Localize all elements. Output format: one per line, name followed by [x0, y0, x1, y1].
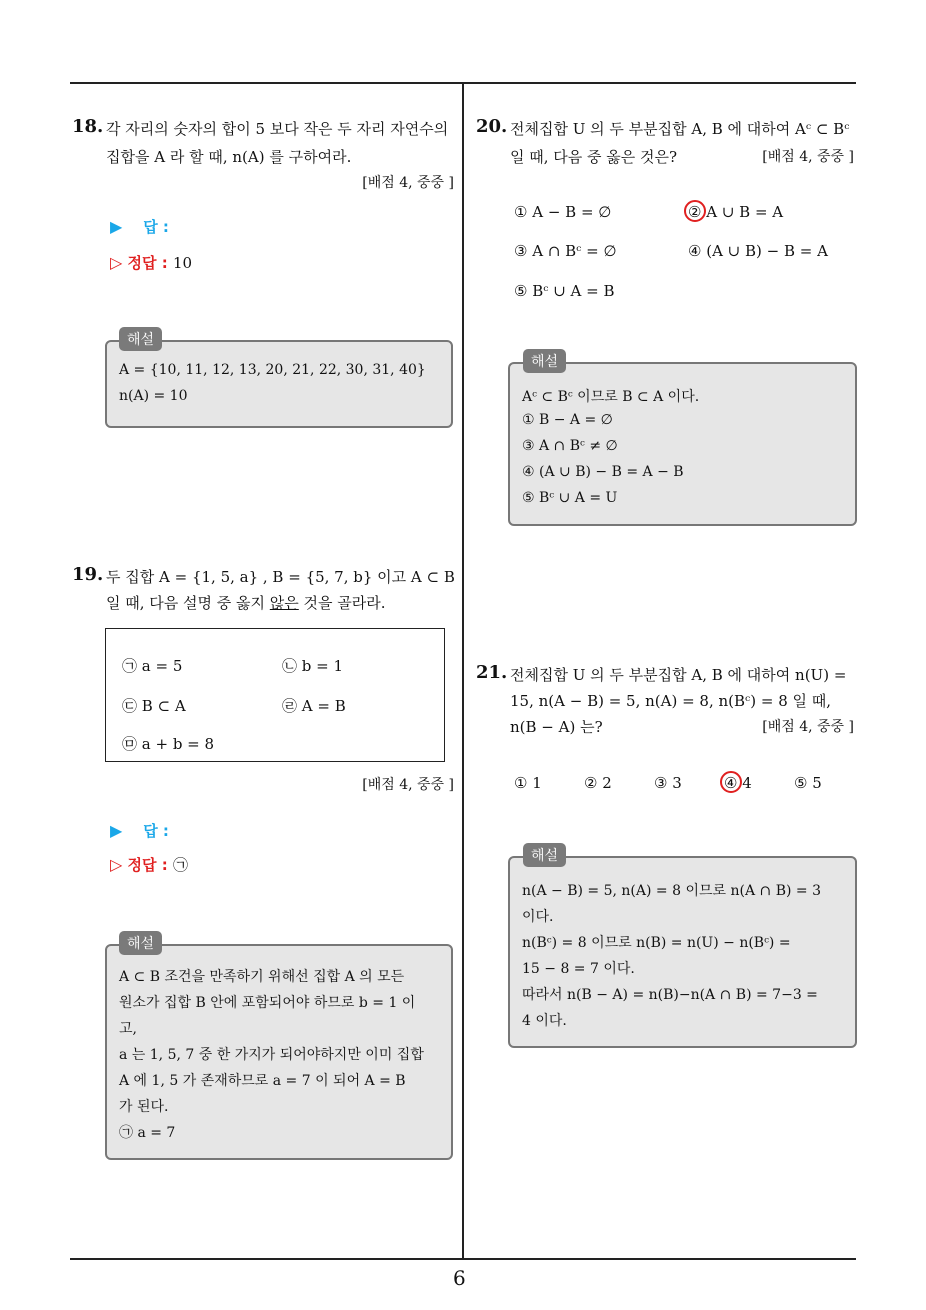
page-number: 6 [453, 1266, 466, 1290]
explanation-line: 원소가 집합 B 안에 포함되어야 하므로 b = 1 이 [119, 995, 416, 1011]
explanation-line: A ⊂ B 조건을 만족하기 위해선 집합 A 의 모든 [119, 969, 405, 985]
question-text-line: 각 자리의 숫자의 합이 5 보다 작은 두 자리 자연수의 [106, 120, 449, 138]
bottom-rule [70, 1258, 856, 1260]
choice-item: ㉠ a = 5 [122, 657, 183, 675]
explanation-box [105, 340, 453, 428]
explanation-box [508, 856, 857, 1048]
explanation-line: ㉠ a = 7 [119, 1125, 176, 1141]
answer-label: 답 : [143, 822, 169, 840]
correct-value: 10 [172, 254, 193, 272]
option-item: ④ 4 [724, 774, 752, 792]
explanation-line: ① B − A = ∅ [522, 412, 613, 428]
explanation-line: ④ (A ∪ B) − B = A − B [522, 464, 684, 480]
underlined-word: 않은 [269, 594, 299, 612]
correct-answer-row [110, 252, 192, 273]
explanation-tab: 해설 [119, 931, 162, 955]
explanation-line: 이다. [522, 909, 554, 925]
explanation-box [508, 362, 857, 526]
question-number: 18. [72, 116, 104, 137]
explanation-line: 따라서 n(B − A) = n(B)−n(A ∩ B) = 7−3 = [522, 987, 818, 1003]
explanation-line: A = {10, 11, 12, 13, 20, 21, 22, 30, 31, 40} [119, 362, 426, 378]
column-divider [462, 84, 464, 1258]
question-number: 21. [476, 662, 508, 683]
play-icon: ▶ [110, 821, 123, 840]
explanation-tab: 해설 [523, 349, 566, 373]
explanation-line: Aᶜ ⊂ Bᶜ 이므로 B ⊂ A 이다. [522, 389, 700, 405]
explanation-tab: 해설 [523, 843, 566, 867]
explanation-line: A 에 1, 5 가 존재하므로 a = 7 이 되어 A = B [119, 1073, 406, 1089]
choice-item: ㉤ a + b = 8 [122, 735, 215, 753]
choices-box [105, 628, 445, 762]
answer-row [110, 216, 169, 237]
option-item: ① A − B = ∅ [514, 203, 612, 221]
explanation-line: ⑤ Bᶜ ∪ A = U [522, 490, 618, 506]
option-item: ① 1 [514, 774, 542, 792]
option-item: ② 2 [584, 774, 612, 792]
play-icon: ▶ [110, 217, 123, 236]
question-text: 일 때, 다음 설명 중 옳지 [106, 594, 270, 612]
option-item: ⑤ Bᶜ ∪ A = B [514, 282, 615, 300]
option-item: ④ (A ∪ B) − B = A [688, 242, 828, 260]
explanation-line: n(A − B) = 5, n(A) = 8 이므로 n(A ∩ B) = 3 [522, 883, 821, 899]
explanation-box [105, 944, 453, 1160]
choice-item: ㉢ B ⊂ A [122, 697, 186, 715]
explanation-line: 가 된다. [119, 1099, 169, 1115]
explanation-line: 고, [119, 1021, 137, 1037]
choice-item: ㉣ A = B [282, 697, 346, 715]
question-number: 19. [72, 564, 104, 585]
option-item: ③ A ∩ Bᶜ = ∅ [514, 242, 617, 260]
option-item: ② A ∪ B = A [688, 203, 784, 221]
answer-row [110, 820, 169, 841]
question-number: 20. [476, 116, 508, 137]
option-item: ⑤ 5 [794, 774, 822, 792]
question-text-line: n(B − A) 는? [510, 718, 603, 736]
explanation-line: 4 이다. [522, 1013, 567, 1029]
question-text-line: 전체집합 U 의 두 부분집합 A, B 에 대하여 n(U) = [510, 666, 847, 684]
explanation-line: n(Bᶜ) = 8 이므로 n(B) = n(U) − n(Bᶜ) = [522, 935, 791, 951]
correct-label: 정답 : [127, 856, 168, 874]
score-label: [배점 4, 중중 ] [762, 149, 854, 165]
question-text-line: 두 집합 A = {1, 5, a} , B = {5, 7, b} 이고 A ⊂ B [106, 568, 455, 586]
correct-answer-row [110, 854, 188, 875]
correct-value: ㉠ [172, 856, 188, 874]
question-text-line: 15, n(A − B) = 5, n(A) = 8, n(Bᶜ) = 8 일 때, [510, 692, 832, 710]
triangle-outline-icon: ▷ [110, 855, 123, 874]
question-text-line: 집합을 A 라 할 때, n(A) 를 구하여라. [106, 148, 352, 166]
explanation-line: ③ A ∩ Bᶜ ≠ ∅ [522, 438, 618, 454]
score-label: [배점 4, 중중 ] [762, 719, 854, 735]
selected-answer-circle-icon [684, 200, 706, 222]
score-label: [배점 4, 중중 ] [362, 175, 454, 191]
explanation-line: n(A) = 10 [119, 388, 188, 404]
explanation-tab: 해설 [119, 327, 162, 351]
question-text-line [106, 592, 386, 613]
choice-item: ㉡ b = 1 [282, 657, 344, 675]
question-text-line: 일 때, 다음 중 옳은 것은? [510, 148, 678, 166]
correct-label: 정답 : [127, 254, 168, 272]
selected-answer-circle-icon [720, 771, 742, 793]
triangle-outline-icon: ▷ [110, 253, 123, 272]
option-item: ③ 3 [654, 774, 682, 792]
explanation-line: a 는 1, 5, 7 중 한 가지가 되어야하지만 이미 집합 [119, 1047, 424, 1063]
explanation-line: 15 − 8 = 7 이다. [522, 961, 635, 977]
question-text: 것을 골라라. [298, 594, 386, 612]
answer-label: 답 : [143, 218, 169, 236]
question-text-line: 전체집합 U 의 두 부분집합 A, B 에 대하여 Aᶜ ⊂ Bᶜ [510, 120, 850, 138]
score-label: [배점 4, 중중 ] [362, 777, 454, 793]
